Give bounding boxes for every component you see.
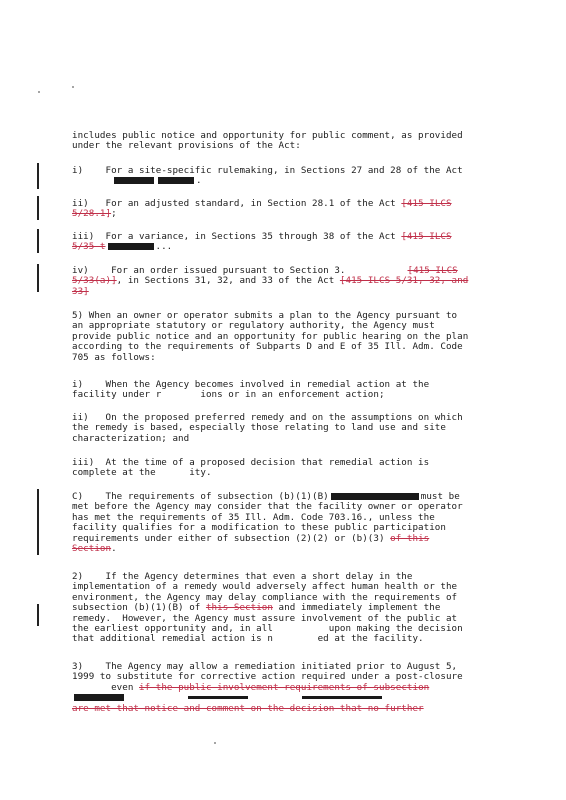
- text-line: requirements under either of subsection (2)(2) or (b)(3) of this: [72, 532, 430, 544]
- text-line: the earliest opportunity and, in all upon making the decision: [72, 623, 463, 635]
- text-line: 5) When an owner or operator submits a plan to the Agency pursuant to: [72, 310, 458, 321]
- text-line: 5/28.1];: [72, 208, 117, 220]
- text-line: ii) For an adjusted standard, in Section 28.1 of the Act [415 ILCS: [72, 198, 452, 209]
- deleted-text: [415 ILCS: [401, 231, 452, 242]
- redaction-mark: [108, 243, 154, 250]
- text-line: environment, the Agency may delay compliance with the requirements of: [72, 591, 458, 603]
- sub-item-iii: [72, 458, 498, 479]
- deleted-text: 33]: [72, 285, 89, 297]
- text-line: under the relevant provisions of the Act:: [72, 140, 301, 152]
- revision-bar: [37, 163, 39, 189]
- item-iii: [72, 232, 498, 253]
- item-prefix: i): [72, 165, 84, 176]
- item-i: [72, 166, 498, 187]
- text-line: met before the Agency may consider that the facility owner or operator: [72, 501, 463, 513]
- text-line: even if the public involvement requirements of subsection: [72, 681, 430, 693]
- text-line: [72, 166, 498, 176]
- item-iv: [72, 266, 498, 297]
- revision-bar: [37, 604, 39, 626]
- redaction-mark: [158, 177, 194, 184]
- item-ii: [72, 199, 498, 220]
- revision-bar: [37, 229, 39, 253]
- deleted-text: are met that notice and comment on the decision that no further: [72, 702, 424, 714]
- text-line: ii) On the proposed preferred remedy and on the assumptions on which: [72, 412, 463, 423]
- deleted-text: 5/33(a)]: [72, 275, 117, 287]
- text-line: facility under r ions or in an enforcement action;: [72, 389, 385, 401]
- text-line: i) When the Agency becomes involved in remedial action at the: [72, 379, 430, 390]
- sub-item-ii: [72, 413, 498, 444]
- text-line: that additional remedial action is n ed at the facility.: [72, 633, 424, 645]
- text-line: the remedy is based, especially those relating to land use and site: [72, 422, 446, 434]
- item-prefix: iv): [72, 265, 89, 276]
- revision-bar: [37, 264, 39, 292]
- text-line: complete at the ity.: [72, 467, 212, 479]
- text-line: [72, 287, 498, 297]
- deleted-text: Section: [72, 543, 112, 555]
- text-line: iv) For an order issued pursuant to Section 3. [415 ILCS: [72, 265, 458, 276]
- text-line: 705 as follows:: [72, 351, 156, 363]
- item-2: [72, 572, 498, 645]
- text-line: .: [72, 176, 498, 186]
- text-line: iii) At the time of a proposed decision that remedial action is: [72, 457, 430, 468]
- deleted-text: this Section: [205, 602, 273, 614]
- text-line: [72, 704, 498, 714]
- redaction-mark: [188, 696, 248, 699]
- deleted-text: [415 ILCS: [407, 265, 458, 276]
- item-3: [72, 662, 498, 714]
- text-line: according to the requirements of Subparts D and E of 35 Ill. Adm. Code: [72, 341, 463, 353]
- redaction-mark: [331, 493, 419, 500]
- text-line: includes public notice and opportunity for public comment, as provided: [72, 130, 463, 141]
- revision-bar: [37, 196, 39, 220]
- item-5: [72, 311, 498, 363]
- item-text: For a site-specific rulemaking, in Sections 27 and 28 of the Act: [105, 165, 463, 176]
- text-line: 5/33(a)], in Sections 31, 32, and 33 of the Act [415 ILCS 5/31, 32, and: [72, 275, 469, 287]
- text-line: Section.: [72, 543, 117, 555]
- text-line: remedy. However, the Agency must assure involvement of the public at: [72, 612, 458, 624]
- deleted-text: 5/35 t: [72, 241, 106, 253]
- item-prefix: ii): [72, 198, 89, 209]
- revision-bar: [37, 489, 39, 555]
- text-line: 5/35 t ...: [72, 241, 173, 253]
- text-line: C) The requirements of subsection (b)(1)(B) must be: [72, 491, 460, 502]
- deleted-text: [415 ILCS 5/31, 32, and: [339, 275, 469, 287]
- text-line: provide public notice and an opportunity for public hearing on the plan: [72, 330, 469, 342]
- text-line: has met the requirements of 35 Ill. Adm. Code 703.16., unless the: [72, 511, 435, 523]
- item-c: [72, 492, 498, 554]
- text-line: an appropriate statutory or regulatory authority, the Agency must: [72, 320, 435, 332]
- redaction-mark: [74, 694, 124, 701]
- text-line: 2) If the Agency determines that even a short delay in the: [72, 571, 413, 582]
- deleted-text: if the public involvement requirements of subsection: [139, 681, 430, 693]
- text-line: subsection (b)(1)(B) of this Section and immediately implement the: [72, 602, 441, 614]
- item-prefix: iii): [72, 231, 95, 242]
- text-line: iii) For a variance, in Sections 35 through 38 of the Act [415 ILCS: [72, 231, 452, 242]
- sub-item-i: [72, 380, 498, 401]
- text-line: 3) The Agency may allow a remediation initiated prior to August 5,: [72, 661, 458, 672]
- deleted-text: of this: [390, 532, 430, 544]
- redaction-mark: [114, 177, 154, 184]
- deleted-text: 5/28.1]: [72, 208, 112, 220]
- text-line: implementation of a remedy would adversely affect human health or the: [72, 581, 458, 593]
- scan-speck: [214, 742, 216, 744]
- scan-speck: [38, 91, 40, 93]
- text-line: 1999 to substitute for corrective action required under a post-closure: [72, 671, 463, 683]
- text-line: facility qualifies for a modification to these public participation: [72, 522, 446, 534]
- scan-speck: [72, 86, 74, 88]
- text-line: characterization; and: [72, 432, 190, 444]
- deleted-text: [415 ILCS: [401, 198, 452, 209]
- redaction-mark: [302, 696, 382, 699]
- intro-paragraph: [72, 131, 498, 152]
